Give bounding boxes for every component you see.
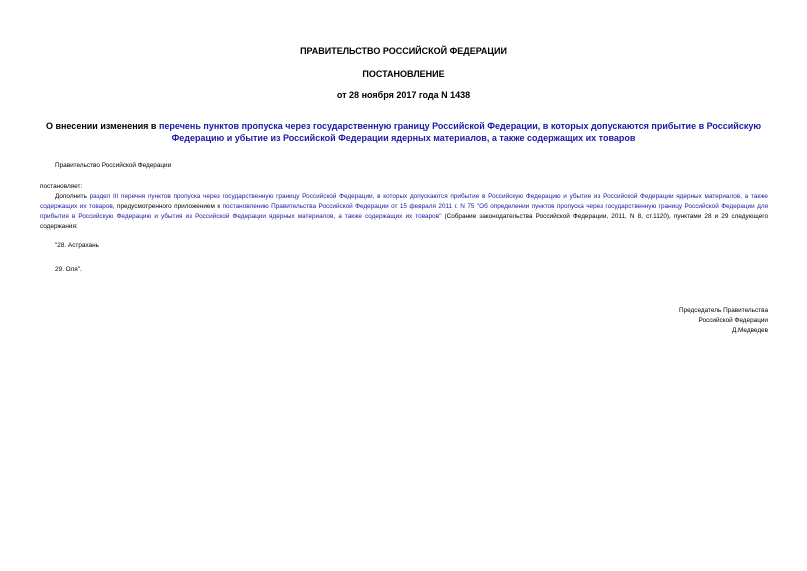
document-date-number: от 28 ноября 2017 года N 1438 — [336, 90, 471, 100]
document-type: ПОСТАНОВЛЕНИЕ — [362, 69, 445, 79]
body-paragraph — [40, 192, 768, 232]
body-text-2: , предусмотренного приложением к — [112, 203, 223, 210]
government-title: ПРАВИТЕЛЬСТВО РОССИЙСКОЙ ФЕДЕРАЦИИ — [300, 46, 507, 56]
body-link-decree[interactable]: постановлению Правительства Российской Федерации от 15 февраля 2011 г. N 75 "Об определении пунктов пропуска через государственную границу Российской Федерации для прибытия в Российскую Федерацию и убытия из Российской Федерации ядерных материалов, а также содержащих их товаров" — [40, 203, 769, 220]
signature-name: Д.Медведев — [731, 327, 768, 334]
body-link-section[interactable]: раздел III перечня пунктов пропуска через государственную границу Российской Федерации, в которых допускаются прибытие в Российскую Федерацию и убытие из Российской Федерации ядерных материалов, а также содержащих их товаров — [40, 193, 768, 210]
signature-position-1: Председатель Правительства — [679, 307, 768, 314]
signature-position-2: Российской Федерации — [698, 317, 768, 324]
signature-block — [679, 306, 768, 336]
document-heading — [40, 120, 767, 144]
body-text-3: (Собрание законодательства Российской Федерации, 2011, N 8, ст.1120), пунктами 28 и 29 следующего содержания: — [40, 213, 768, 230]
item-28: "28. Астрахань — [55, 242, 99, 249]
body-text-1: Дополнить — [55, 193, 90, 200]
resolves-line: постановляет: — [40, 183, 83, 190]
heading-link[interactable]: перечень пунктов пропуска через государственную границу Российской Федерации, в которых допускаются прибытие в Российскую Федерацию и убытие из Российской Федерации ядерных материалов, а также содержащих их товаров — [158, 121, 762, 143]
item-29: 29. Оля". — [55, 266, 82, 273]
author-line: Правительство Российской Федерации — [55, 162, 172, 169]
heading-prefix: О внесении изменения в — [45, 121, 159, 131]
